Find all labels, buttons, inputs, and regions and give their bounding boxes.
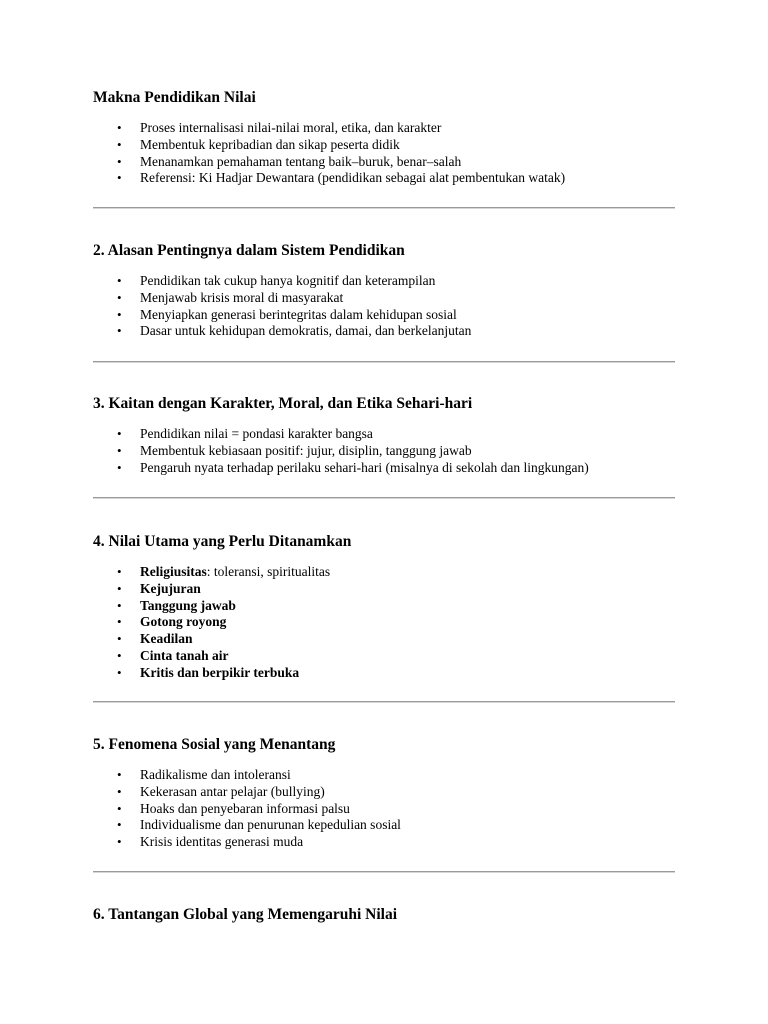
bullet-icon: • [117,136,122,152]
section-alasan [93,241,675,340]
section-kaitan [93,394,675,476]
list-item: • Cinta tanah air [117,647,229,663]
bullet-icon: • [117,289,122,305]
list-item: • Membentuk kebiasaan positif: jujur, disiplin, tanggung jawab [117,442,472,458]
list-item: • Menjawab krisis moral di masyarakat [117,289,344,305]
section-makna [93,88,675,187]
list-item: • Pendidikan nilai = pondasi karakter bangsa [117,426,373,441]
list-item: • Kekerasan antar pelajar (bullying) [117,783,325,799]
horizontal-divider [93,207,675,209]
section-heading: 2. Alasan Pentingnya dalam Sistem Pendidikan [93,242,405,259]
bullet-icon: • [117,631,122,647]
section-fenomena [93,735,675,851]
list-item: • Religiusitas: toleransi, spiritualitas [117,564,331,579]
bullet-icon: • [117,664,122,680]
section-heading: 4. Nilai Utama yang Perlu Ditanamkan [93,533,352,550]
section-heading: 5. Fenomena Sosial yang Menantang [93,736,336,753]
bullet-icon: • [117,273,122,288]
section-nilai-utama [93,532,675,682]
list-item: • Gotong royong [117,614,227,630]
bullet-icon: • [117,597,122,613]
section-heading: 6. Tantangan Global yang Memengaruhi Nilai [93,906,398,923]
list-item: • Referensi: Ki Hadjar Dewantara (pendidikan sebagai alat pembentukan watak) [117,170,566,186]
list-item: • Pengaruh nyata terhadap perilaku sehari-hari (misalnya di sekolah dan lingkungan) [117,459,589,475]
list-item: • Individualisme dan penurunan kepedulian sosial [117,817,401,833]
list-item: • Menyiapkan generasi berintegritas dalam kehidupan sosial [117,306,457,322]
horizontal-divider [93,361,675,363]
list-item: • Kritis dan berpikir terbuka [117,664,300,680]
list-item: • Kejujuran [117,580,201,596]
horizontal-divider [93,871,675,873]
section-heading: Makna Pendidikan Nilai [93,89,256,106]
bullet-icon: • [117,767,122,782]
bullet-icon: • [117,459,122,475]
list-item: • Tanggung jawab [117,597,236,613]
list-item: • Krisis identitas generasi muda [117,834,304,850]
bullet-icon: • [117,426,122,441]
bullet-list [93,767,675,851]
list-item: • Proses internalisasi nilai-nilai moral, etika, dan karakter [117,120,442,135]
bullet-icon: • [117,614,122,630]
section-tantangan-global [93,905,675,925]
bullet-icon: • [117,783,122,799]
bullet-icon: • [117,153,122,169]
list-item: • Pendidikan tak cukup hanya kognitif dan keterampilan [117,273,436,288]
bullet-icon: • [117,817,122,833]
bullet-icon: • [117,170,122,186]
horizontal-divider [93,701,675,703]
bullet-list [93,273,675,340]
list-item: • Keadilan [117,631,193,647]
list-item: • Membentuk kepribadian dan sikap peserta didik [117,136,400,152]
bullet-icon: • [117,580,122,596]
bullet-icon: • [117,442,122,458]
bullet-icon: • [117,647,122,663]
bullet-icon: • [117,323,122,339]
bullet-icon: • [117,306,122,322]
list-item: • Dasar untuk kehidupan demokratis, damai, dan berkelanjutan [117,323,472,339]
bullet-icon: • [117,120,122,135]
bullet-icon: • [117,834,122,850]
list-item: • Radikalisme dan intoleransi [117,767,291,782]
bullet-list [93,564,675,682]
bullet-icon: • [117,564,122,579]
list-item: • Hoaks dan penyebaran informasi palsu [117,800,350,816]
horizontal-divider [93,497,675,499]
list-item: • Menanamkan pemahaman tentang baik–buruk, benar–salah [117,153,462,169]
bullet-icon: • [117,800,122,816]
section-heading: 3. Kaitan dengan Karakter, Moral, dan Etika Sehari-hari [93,395,473,412]
bullet-list [93,426,675,476]
bullet-list [93,120,675,187]
